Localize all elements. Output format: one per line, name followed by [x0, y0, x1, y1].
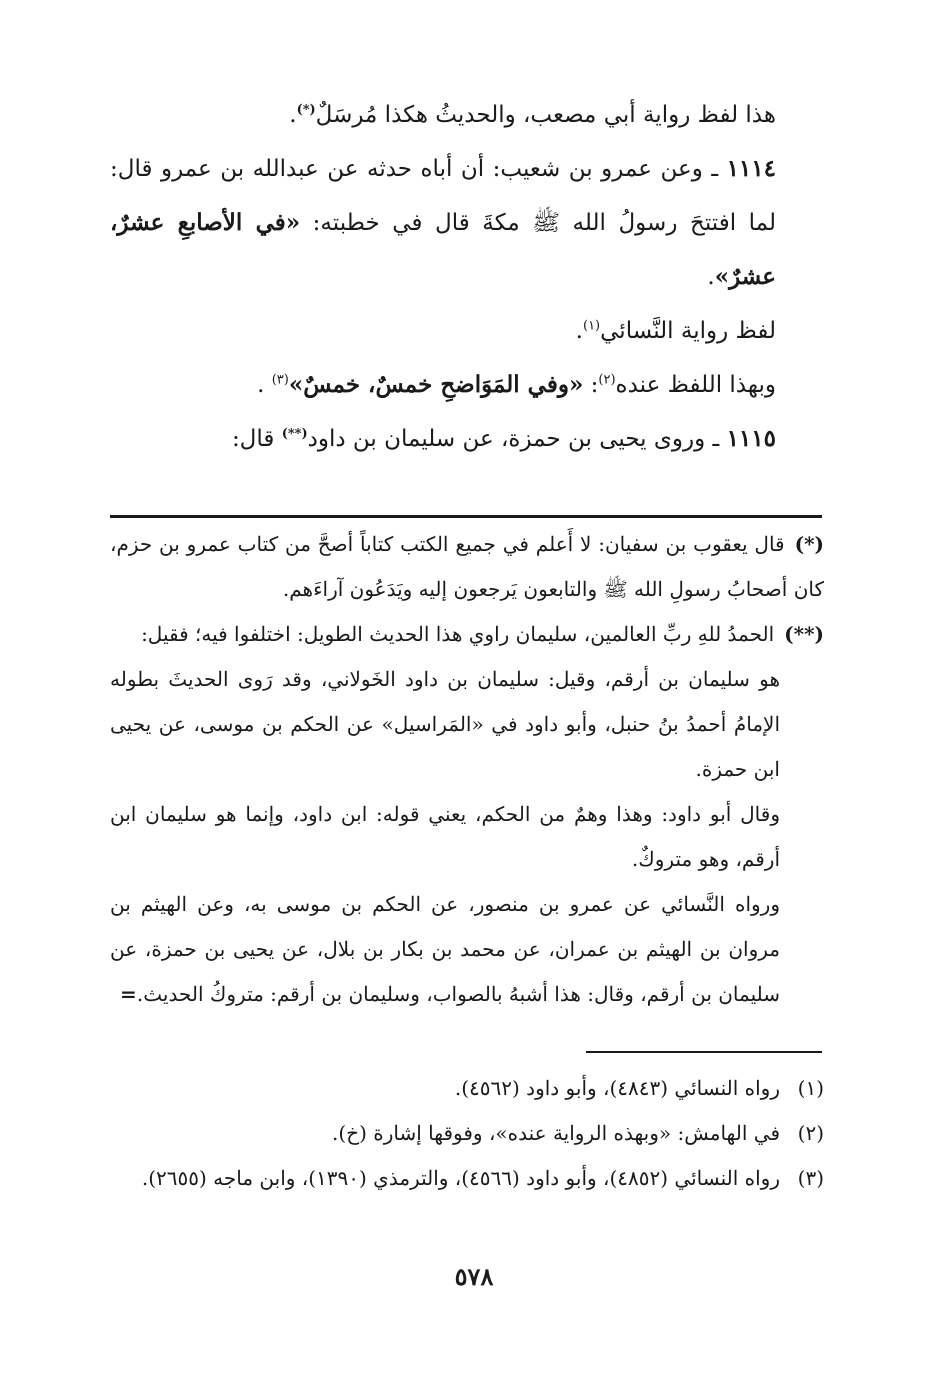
note-marker-star: (*)	[296, 102, 316, 118]
editor-note-1-marker: (*)	[794, 532, 824, 556]
footnote-ref-2: (٢)	[598, 372, 616, 388]
editor-note-1-text: قال يعقوب بن سفيان: لا أَعلم في جميع الكتب كتاباً أصحَّ من كتاب عمرو بن حزم، كان أصحابُ رسولِ الله ﷺ والتابعون يَرجعون إليه ويَدَعُون آراءَهم.	[110, 532, 824, 601]
hadith-1114-quote: «في الأصابعِ عشرٌ، عشرٌ»	[110, 209, 776, 290]
line-nasai-text: لفظ رواية النَّسائي	[600, 318, 776, 344]
line-abi-musab-text: هذا لفظ رواية أبي مصعب، والحديثُ هكذا مُرسَلٌ	[315, 102, 776, 128]
editor-note-2-text: الحمدُ للهِ ربِّ العالمين، سليمان راوي هذا الحديث الطويل: اختلفوا فيه؛ فقيل:	[141, 622, 775, 646]
editor-note-2-paragraph-3	[110, 882, 824, 1017]
footnote-ref-3: (٣)	[271, 372, 289, 388]
footnote-2-number: (٢)	[797, 1121, 824, 1145]
page-number: ٥٧٨	[454, 1262, 494, 1291]
notes-separator-rule	[110, 515, 822, 518]
footnote-3-number: (٣)	[797, 1166, 824, 1190]
footnote-1-number: (١)	[797, 1076, 824, 1100]
hadith-1115	[110, 412, 820, 466]
editor-note-2-paragraph-3-text: ورواه النَّسائي عن عمرو بن منصور، عن الحكم بن موسى به، وعن الهيثم بن مروان بن الهيثم بن عمران، عن محمد بن بكار بن بلال، عن يحيى بن حمزة، عن سليمان بن أرقم، وقال: هذا أشبهُ بالصواب، وسليمان بن أرقم: متروكُ الحديث.	[110, 892, 780, 1006]
line-bihadha-colon: :	[583, 372, 599, 398]
footnote-2-text: في الهامش: «وبهذه الرواية عنده»، وفوقها إشارة (خ).	[332, 1121, 780, 1145]
hadith-1115-text: ـ وروى يحيى بن حمزة، عن سليمان بن داود	[307, 426, 727, 452]
hadith-1114-end: .	[707, 264, 715, 290]
footnotes-separator-rule	[586, 1051, 822, 1053]
note-marker-double-star: (**)	[281, 426, 308, 442]
hadith-1114-text: ـ وعن عمرو بن شعيب: أن أباه حدثه عن عبدالله بن عمرو قال: لما افتتحَ رسولُ الله ﷺ مكةَ قال في خطبته:	[110, 156, 776, 236]
footnote-ref-1: (١)	[582, 318, 601, 334]
line-abi-musab	[110, 88, 820, 142]
line-nasai	[110, 304, 820, 358]
editor-note-1	[110, 522, 824, 612]
hadith-1115-end: قال:	[231, 426, 282, 452]
line-nasai-end: .	[575, 318, 583, 344]
footnote-1-text: رواه النسائي (٤٨٤٣)، وأبو داود (٤٥٦٢).	[454, 1076, 780, 1100]
line-abi-musab-end: .	[289, 102, 297, 128]
editor-notes	[110, 522, 824, 1017]
hadith-1115-number: ١١١٥	[726, 425, 776, 452]
continuation-mark: =	[120, 982, 137, 1006]
editor-note-2-paragraph-2: وقال أبو داود: وهذا وهمٌ من الحكم، يعني قوله: ابن داود، وإنما هو سليمان ابن أرقم، وهو متروكٌ.	[110, 802, 780, 871]
hadith-1114-number: ١١١٤	[726, 155, 776, 182]
line-bihadha-quote: «وفي المَوَاضحِ خمسٌ، خمسٌ»	[288, 371, 584, 398]
hadith-1114	[110, 142, 820, 304]
editor-note-2-paragraph-1: هو سليمان بن أرقم، وقيل: سليمان بن داود الخَولاني، وقد رَوى الحديثَ بطوله الإمامُ أحمدُ بنُ حنبل، وأبو داود في «المَراسيل» عن الحكم بن موسى، عن يحيى ابن حمزة.	[110, 667, 780, 781]
footnote-1	[110, 1066, 824, 1111]
main-text	[110, 88, 820, 466]
line-bihadha-end: .	[257, 372, 272, 398]
editor-note-2	[110, 612, 824, 657]
footnotes	[110, 1066, 824, 1201]
footnote-3	[110, 1156, 824, 1201]
line-bihadha-text: وبهذا اللفظ عنده	[615, 372, 776, 398]
editor-note-2-marker: (**)	[784, 622, 824, 646]
footnote-2	[110, 1111, 824, 1156]
footnote-3-text: رواه النسائي (٤٨٥٢)، وأبو داود (٤٥٦٦)، والترمذي (١٣٩٠)، وابن ماجه (٢٦٥٥).	[141, 1166, 780, 1190]
line-bihadha	[110, 358, 820, 412]
